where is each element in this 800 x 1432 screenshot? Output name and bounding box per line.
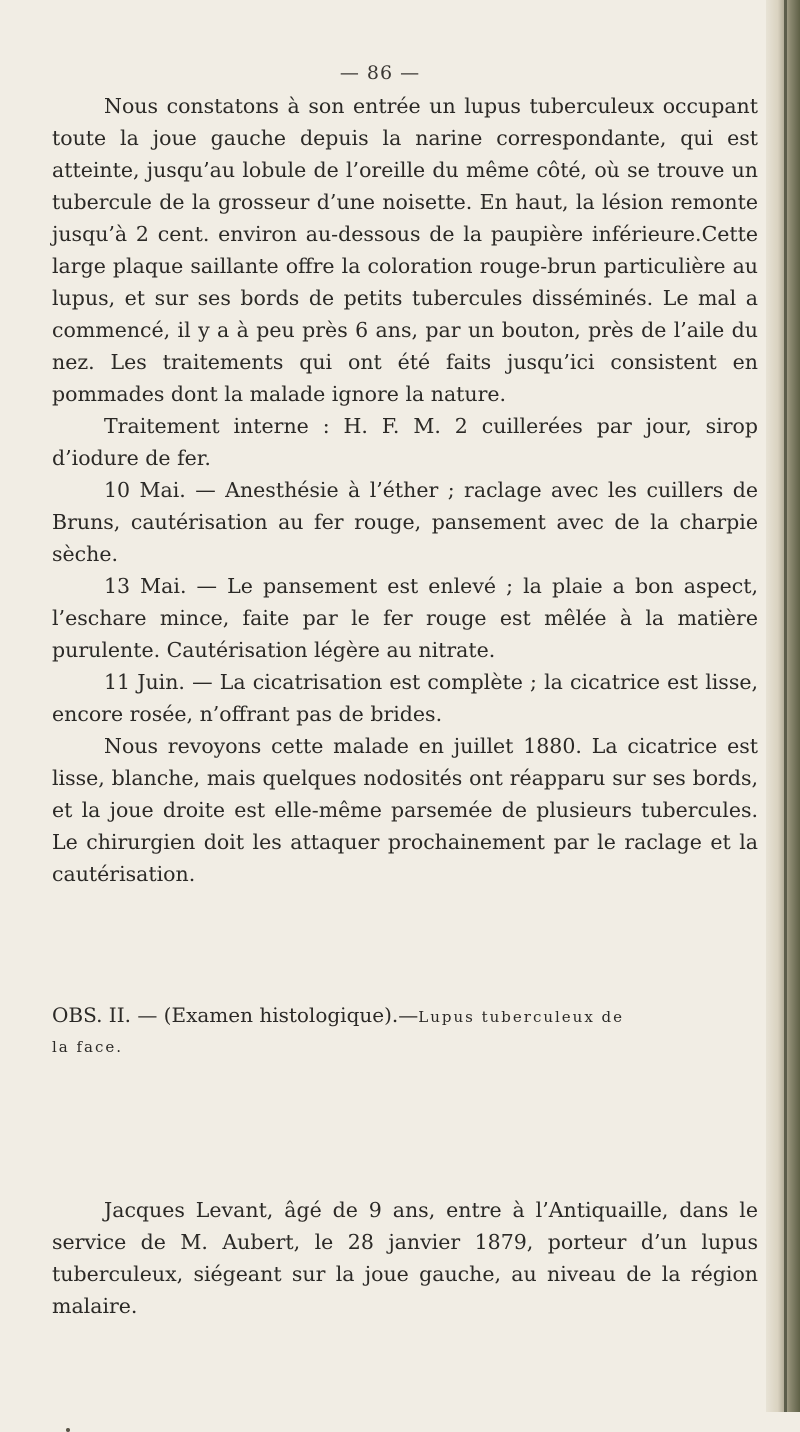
paragraph-may-13: 13 Mai. — Le pansement est enlevé ; la plaie a bon aspect, l’eschare mince, faite par le fer rouge est mêlée à la matière purulente. Cautérisation légère au nitrate. (52, 574, 758, 662)
paragraph-observation: Jacques Levant, âgé de 9 ans, entre à l’Antiquaille, dans le service de M. Aubert, le 28 janvier 1879, porteur d’un lupus tuberculeux, siégeant sur la joue gauche, au niveau de la région malaire. (52, 1198, 758, 1318)
observation-title-line2: la face. (52, 1038, 124, 1056)
paragraph-june-11: 11 Juin. — La cicatrisation est complète ; la cicatrice est lisse, encore rosée, n’offrant pas de brides. (52, 670, 758, 726)
observation-title-line1: Lupus tuberculeux de (418, 1008, 625, 1026)
paragraph-case-description: Nous constatons à son entrée un lupus tuberculeux occupant toute la joue gauche depuis la narine correspondante, qui est atteinte, jusqu’au lobule de l’oreille du même côté, où se trouve un tubercule de la grosseur d’une noisette. En haut, la lésion remonte jusqu’à 2 cent. environ au-dessous de la paupière inférieure.Cette large plaque saillante offre la coloration rouge-brun particulière au lupus, et sur ses bords de petits tubercules disséminés. Le mal a commencé, il y a à peu près 6 ans, par un bouton, près de l’aile du nez. Les traitements qui ont été faits jusqu’ici consistent en pommades dont la malade ignore la nature. (52, 94, 758, 406)
observation-text (52, 1194, 758, 1322)
paragraph-internal-treatment: Traitement interne : H. F. M. 2 cuillerées par jour, sirop d’iodure de fer. (52, 414, 758, 470)
paragraph-may-10: 10 Mai. — Anesthésie à l’éther ; raclage avec les cuillers de Bruns, cautérisation au fer rouge, pansement avec de la charpie sèche. (52, 478, 758, 566)
observation-heading (52, 1000, 762, 1062)
body-text (52, 90, 758, 890)
page-number: — 86 — (339, 62, 421, 84)
ink-speck (66, 1428, 70, 1432)
page-edge-shadow (766, 0, 800, 1412)
paragraph-follow-up: Nous revoyons cette malade en juillet 1880. La cicatrice est lisse, blanche, mais quelques nodosités ont réapparu sur ses bords, et la joue droite est elle-même parsemée de plusieurs tubercules. Le chirurgien doit les attaquer prochainement par le raclage et la cautérisation. (52, 734, 758, 886)
observation-label: OBS. II. — (Examen histologique).— (52, 1003, 419, 1027)
